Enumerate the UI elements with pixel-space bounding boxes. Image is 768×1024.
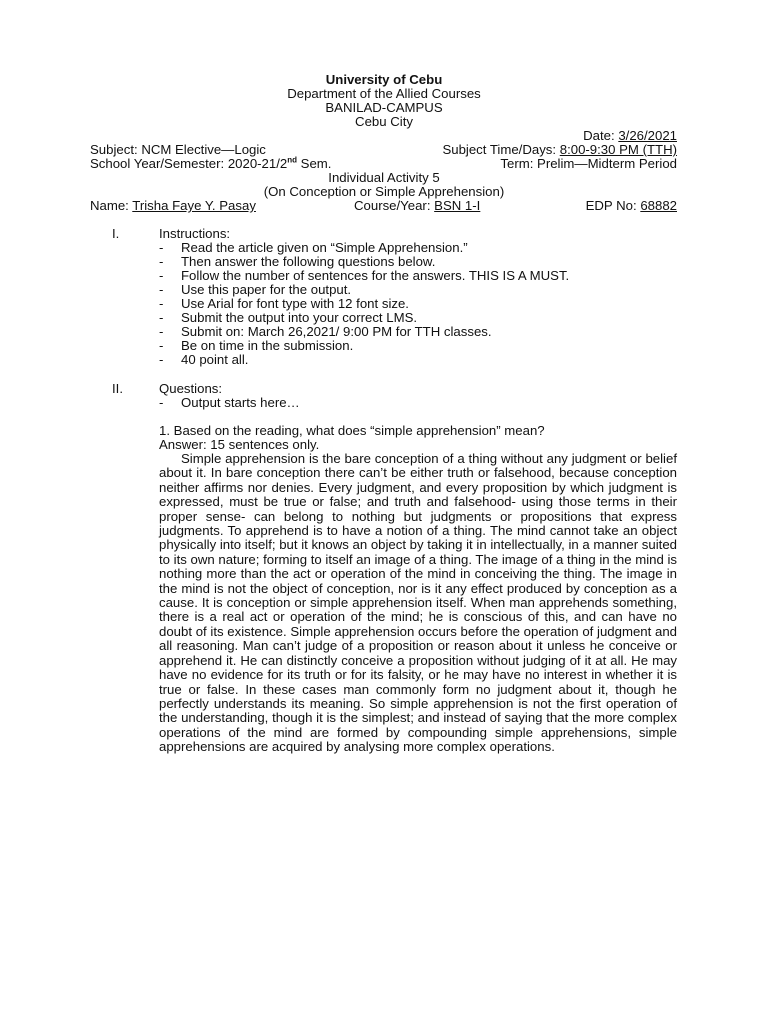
student-name-value: Trisha Faye Y. Pasay xyxy=(132,198,256,213)
dash-marker: - xyxy=(159,254,164,269)
instruction-item xyxy=(159,297,569,311)
questions-item-text: Output starts here… xyxy=(181,395,300,410)
student-name-label: Name: xyxy=(90,198,129,213)
instruction-item xyxy=(159,325,569,339)
term-label: Term: Prelim—Midterm Period xyxy=(500,156,677,171)
instruction-text: Submit on: March 26,2021/ 9:00 PM for TTH classes. xyxy=(181,324,492,339)
answer-label: Answer: 15 sentences only. xyxy=(159,437,320,452)
section-one-numeral: I. xyxy=(112,226,120,241)
campus-name: BANILAD-CAMPUS xyxy=(325,100,443,115)
date-label: Date: xyxy=(583,128,615,143)
questions-item xyxy=(159,396,300,410)
edp-value: 68882 xyxy=(640,198,677,213)
department-name: Department of the Allied Courses xyxy=(287,86,481,101)
instruction-text: 40 point all. xyxy=(181,352,249,367)
course-year-label: Course/Year: xyxy=(354,198,431,213)
dash-marker: - xyxy=(159,338,164,353)
course-year-value: BSN 1-I xyxy=(434,198,481,213)
dash-marker: - xyxy=(159,310,164,325)
school-year-line xyxy=(90,157,331,171)
edp-label: EDP No: xyxy=(585,198,637,213)
course-year-line xyxy=(354,199,480,213)
subject-time-line xyxy=(442,143,677,157)
questions-list xyxy=(159,396,300,410)
instruction-text: Then answer the following questions below. xyxy=(181,254,436,269)
instruction-text: Use Arial for font type with 12 font size. xyxy=(181,296,409,311)
dash-marker: - xyxy=(159,282,164,297)
dash-marker: - xyxy=(159,352,164,367)
dash-marker: - xyxy=(159,324,164,339)
instruction-item xyxy=(159,241,569,255)
university-name: University of Cebu xyxy=(325,72,443,87)
subject-time-value: 8:00-9:30 PM (TTH) xyxy=(559,142,677,157)
instruction-text: Submit the output into your correct LMS. xyxy=(181,310,418,325)
activity-title: Individual Activity 5 xyxy=(328,170,440,185)
school-year-suffix: Sem. xyxy=(297,156,332,171)
subject-label: Subject: NCM Elective—Logic xyxy=(90,142,266,157)
instruction-item xyxy=(159,339,569,353)
edp-line xyxy=(586,199,677,213)
activity-subtitle: (On Conception or Simple Apprehension) xyxy=(263,184,505,199)
date-line xyxy=(583,129,677,143)
instruction-item xyxy=(159,269,569,283)
instruction-item xyxy=(159,311,569,325)
instruction-text: Follow the number of sentences for the answers. THIS IS A MUST. xyxy=(181,268,570,283)
school-year-label: School Year/Semester: 2020-21/2 xyxy=(90,156,288,171)
instructions-list xyxy=(159,241,569,367)
school-year-sup: nd xyxy=(287,155,297,165)
student-name-line xyxy=(90,199,256,213)
dash-marker: - xyxy=(159,395,164,410)
instruction-item xyxy=(159,283,569,297)
answer-paragraph: Simple apprehension is the bare conception of a thing without any judgment or belief about it. In bare conception there can’t be either truth or falsehood, because conception neither affirms nor denies. Every judgment, and every proposition by which judgment is expressed, must be true or false; and truth and falsehood- using those terms in their proper sense- can belong to nothing but judgments or propositions that express judgments. To apprehend is to have a notion of a thing. The mind cannot take an object physically into itself; but it knows an object by taking it in intellectually, in a manner suited to its own nature; forming to itself an image of a thing. The image of a thing in the mind is nothing more than the act or operation of the mind in conceiving the thing. The image in the mind is not the object of conception, nor is it any effect produced by conception as a cause. It is conception or simple apprehension itself. When man apprehends something, there is a real act or operation of the mind; he is conscious of this, and can have no doubt of its existence. Simple apprehension occurs before the operation of judgment and all reasoning. Man can’t judge of a proposition or reason about it unless he conceive or apprehend it. He can distinctly conceive a proposition without judging of it at all. He may have no evidence for its truth or for its falsity, or he may have no interest in whether it is true or false. In these cases man commonly form no judgment about it, though he perfectly understands its meaning. So simple apprehension is not the first operation of the understanding, though it is the simplest; and instead of saying that the more complex operations of the mind are formed by compounding simple apprehensions, simple apprehensions are acquired by analysing more complex operations. xyxy=(159,451,678,755)
instructions-heading: Instructions: xyxy=(159,226,231,241)
instruction-item xyxy=(159,353,569,367)
instruction-text: Use this paper for the output. xyxy=(181,282,352,297)
questions-heading: Questions: xyxy=(159,381,223,396)
question-one: 1. Based on the reading, what does “simple apprehension” mean? xyxy=(159,423,545,438)
city-name: Cebu City xyxy=(355,114,413,129)
instruction-text: Read the article given on “Simple Apprehension.” xyxy=(181,240,468,255)
dash-marker: - xyxy=(159,240,164,255)
date-value: 3/26/2021 xyxy=(618,128,677,143)
dash-marker: - xyxy=(159,268,164,283)
instruction-text: Be on time in the submission. xyxy=(181,338,354,353)
dash-marker: - xyxy=(159,296,164,311)
subject-time-label: Subject Time/Days: xyxy=(442,142,557,157)
instruction-item xyxy=(159,255,569,269)
section-two-numeral: II. xyxy=(112,381,123,396)
